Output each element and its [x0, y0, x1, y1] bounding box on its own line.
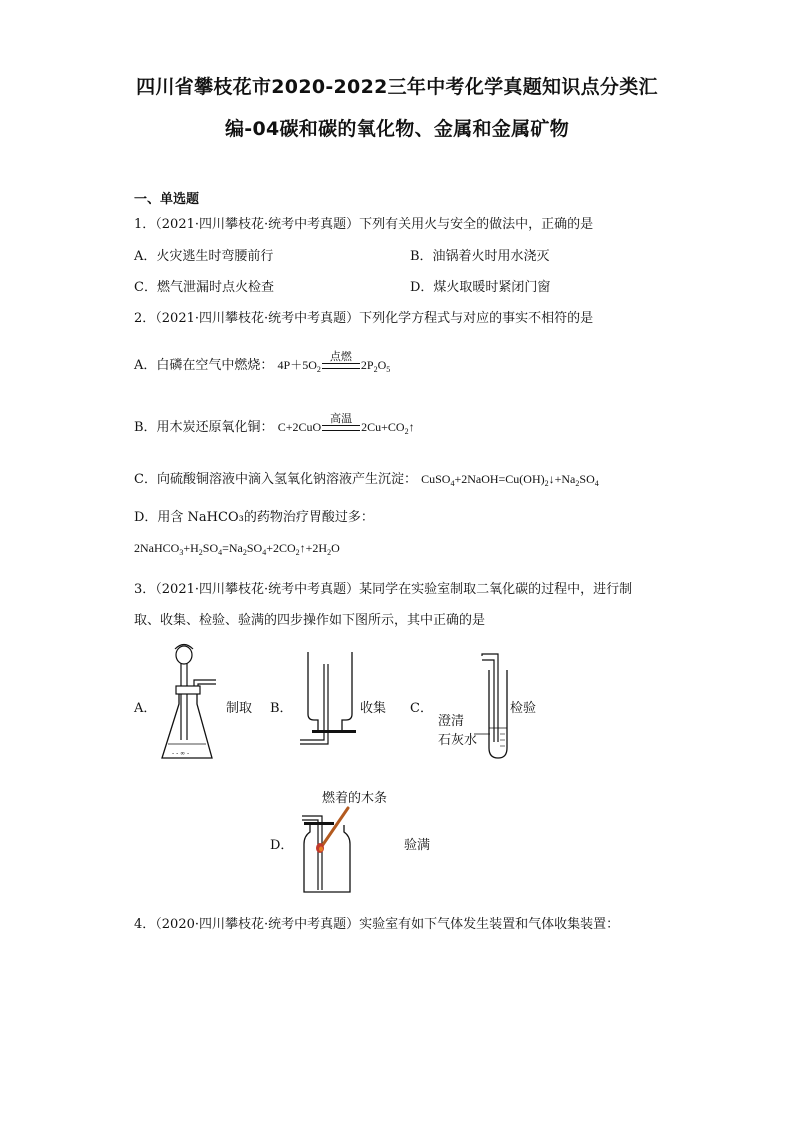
- equation-c: $CuSO_4+2NaOH=Cu(OH)_2↓+Na_2SO_4$: [421, 472, 599, 488]
- section-heading: 一、单选题: [134, 192, 200, 207]
- question-2-option-c-text: C．向硫酸铜溶液中滴入氢氧化钠溶液产生沉淀：: [134, 472, 417, 487]
- question-2-option-d: D．用含 NaHCO₃的药物治疗胃酸过多：: [134, 510, 374, 525]
- question-2-option-b-text: B．用木炭还原氧化铜：: [134, 420, 274, 435]
- question-2-option-c: [134, 468, 599, 487]
- flask-apparatus-figure: [150, 640, 230, 770]
- question-1-stem: 1．（2021·四川攀枝花·统考中考真题）下列有关用火与安全的做法中，正确的是: [134, 217, 594, 232]
- question-2-option-a: [134, 350, 391, 374]
- question-3-option-c-letter: C．: [410, 701, 433, 716]
- equation-a-condition: 点燃: [329, 350, 352, 363]
- question-3-option-d-letter: D．: [270, 838, 294, 853]
- question-4-stem: 4．（2020·四川攀枝花·统考中考真题）实验室有如下气体发生装置和气体收集装置：: [134, 917, 620, 932]
- question-2-option-a-text: A．白磷在空气中燃烧：: [134, 358, 274, 373]
- document-title-line-2: 编-04碳和碳的氧化物、金属和金属矿物: [224, 118, 570, 140]
- equation-d: $2NaHCO_3+H_2SO_4=Na_2SO_4+2CO_2↑+2H_2O$: [134, 541, 340, 557]
- svg-text:- - ∞ -: - - ∞ -: [172, 750, 190, 757]
- burning-splint-caption: 燃着的木条: [322, 791, 388, 806]
- document-title-line-1: 四川省攀枝花市2020-2022三年中考化学真题知识点分类汇: [136, 76, 658, 98]
- limewater-label-line-1: 澄清: [438, 714, 465, 729]
- equation-b: C+2CuO 高温 $2Cu+CO_2↑$: [277, 412, 415, 436]
- gas-jar-splint-figure: [300, 808, 370, 898]
- question-3-option-b-letter: B．: [270, 701, 293, 716]
- gas-collection-figure: [296, 650, 366, 750]
- question-3-option-d-label: 验满: [404, 838, 431, 853]
- limewater-label-line-2: 石灰水: [438, 733, 478, 748]
- question-3-option-a-letter: A．: [134, 701, 157, 716]
- question-1-option-d: D．煤火取暖时紧闭门窗: [410, 280, 551, 295]
- question-1-option-c: C．燃气泄漏时点火检查: [134, 280, 274, 295]
- question-3-stem-line-1: 3．（2021·四川攀枝花·统考中考真题）某同学在实验室制取二氧化碳的过程中，进行制: [134, 582, 633, 597]
- question-3-stem-line-2: 取、收集、检验、验满的四步操作如下图所示，其中正确的是: [134, 613, 486, 628]
- equation-a: $4P+5O_2$ 点燃 $2P_2O_5$: [277, 350, 391, 374]
- equation-b-condition: 高温: [330, 412, 353, 425]
- question-2-stem: 2．（2021·四川攀枝花·统考中考真题）下列化学方程式与对应的事实不相符的是: [134, 311, 594, 326]
- question-3-option-c-label: 检验: [510, 701, 537, 716]
- question-2-option-b: [134, 412, 415, 436]
- question-3-option-b-label: 收集: [360, 701, 387, 716]
- question-3-option-a-label: 制取: [226, 701, 253, 716]
- question-1-option-b: B．油锅着火时用水浇灭: [410, 249, 550, 264]
- question-1-option-a: A．火灾逃生时弯腰前行: [134, 249, 274, 264]
